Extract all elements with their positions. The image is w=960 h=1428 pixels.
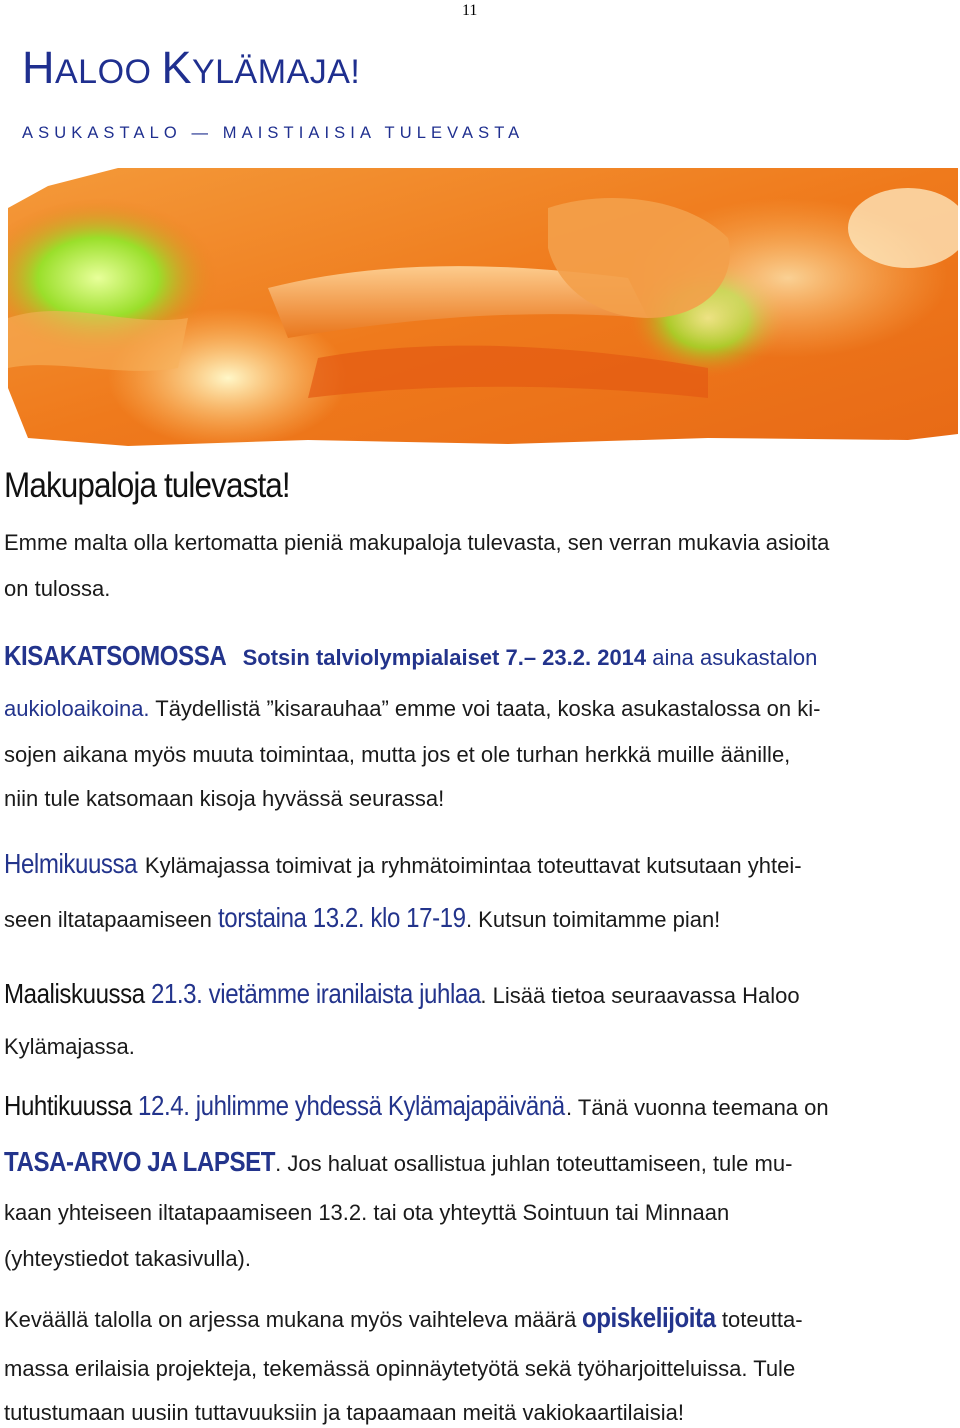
intro-line-1: Emme malta olla kertomatta pieniä makupaloja tulevasta, sen verran mukavia asioita	[4, 530, 830, 555]
kisa-line-3: sojen aikana myös muuta toimintaa, mutta jos et ole turhan herkkä muille äänille,	[4, 742, 791, 767]
huhtikuu-event: 12.4. juhlimme yhdessä Kylämajapäivänä	[131, 1090, 565, 1121]
huhtikuu-month: Huhtikuussa	[4, 1090, 132, 1121]
helmikuu-text: Kylämajassa toimivat ja ryhmätoimintaa toteuttavat kutsutaan yhtei-	[138, 853, 802, 878]
kisa-line-4: niin tule katsomaan kisoja hyvässä seurassa!	[4, 786, 445, 811]
kisa-rest: aina asukastalon	[646, 645, 818, 670]
helmikuu-date: torstaina 13.2. klo 17-19	[218, 902, 466, 933]
opiskelijat-line-1	[4, 1302, 803, 1334]
page-title	[22, 42, 360, 94]
opiskelijat-word: opiskelijoita	[582, 1302, 717, 1333]
opiskelijat-text-2: toteutta-	[715, 1307, 803, 1332]
kisa-line-2	[4, 696, 820, 722]
helmikuu-line-2	[4, 902, 720, 934]
page-subtitle: ASUKASTALO — MAISTIAISIA TULEVASTA	[22, 124, 525, 142]
title-initial-k: K	[161, 42, 192, 93]
maaliskuu-line-1	[4, 978, 800, 1010]
section-heading: Makupaloja tulevasta!	[4, 466, 290, 505]
huhtikuu-theme: TASA-ARVO JA LAPSET	[4, 1146, 276, 1177]
maaliskuu-line-2: Kylämajassa.	[4, 1034, 135, 1059]
title-part-ylamaja: YLÄMAJA!	[191, 53, 361, 91]
helmikuu-text-2: seen iltatapaamiseen	[4, 907, 219, 932]
title-part-aloo: ALOO	[55, 53, 162, 91]
kisa-line-1	[4, 640, 817, 672]
maaliskuu-month: Maaliskuussa	[4, 978, 145, 1009]
helmikuu-month: Helmikuussa	[4, 848, 138, 879]
kisa-text: Täydellistä ”kisarauhaa” emme voi taata, koska asukastalossa on ki-	[149, 696, 821, 721]
helmikuu-text-3: . Kutsun toimitamme pian!	[465, 907, 721, 932]
opiskelijat-line-3: tutustumaan uusiin tuttavuuksiin ja tapaamaan meitä vakiokaartilaisia!	[4, 1400, 684, 1425]
intro-line-2: on tulossa.	[4, 576, 111, 601]
maaliskuu-text: . Lisää tietoa seuraavassa Haloo	[480, 983, 800, 1008]
hands-photo-image	[8, 168, 958, 446]
hero-image	[8, 168, 958, 446]
huhtikuu-line-3: kaan yhteiseen iltatapaamiseen 13.2. tai ota yhteyttä Sointuun tai Minnaan	[4, 1200, 730, 1225]
title-initial-h: H	[22, 42, 55, 93]
huhtikuu-line-1	[4, 1090, 829, 1122]
huhtikuu-label	[4, 1090, 565, 1122]
opiskelijat-line-2: massa erilaisia projekteja, tekemässä opinnäytetyötä sekä työharjoitteluissa. Tule	[4, 1356, 796, 1381]
helmikuu-line-1	[4, 848, 802, 880]
huhtikuu-text-2: . Jos haluat osallistua juhlan toteuttamiseen, tule mu-	[275, 1151, 793, 1176]
huhtikuu-text: . Tänä vuonna teemana on	[566, 1095, 829, 1120]
huhtikuu-line-2	[4, 1146, 792, 1178]
opiskelijat-text: Keväällä talolla on arjessa mukana myös vaihteleva määrä	[4, 1307, 583, 1332]
kisa-hours: aukioloaikoina.	[4, 696, 150, 721]
maaliskuu-label	[4, 978, 481, 1010]
kisa-label: KISAKATSOMOSSA	[4, 640, 227, 671]
maaliskuu-event: 21.3. vietämme iranilaista juhlaa	[144, 978, 481, 1009]
huhtikuu-line-4: (yhteystiedot takasivulla).	[4, 1246, 251, 1271]
kisa-event: Sotsin talviolympialaiset 7.– 23.2. 2014	[236, 645, 647, 670]
page-number: 11	[462, 2, 478, 19]
